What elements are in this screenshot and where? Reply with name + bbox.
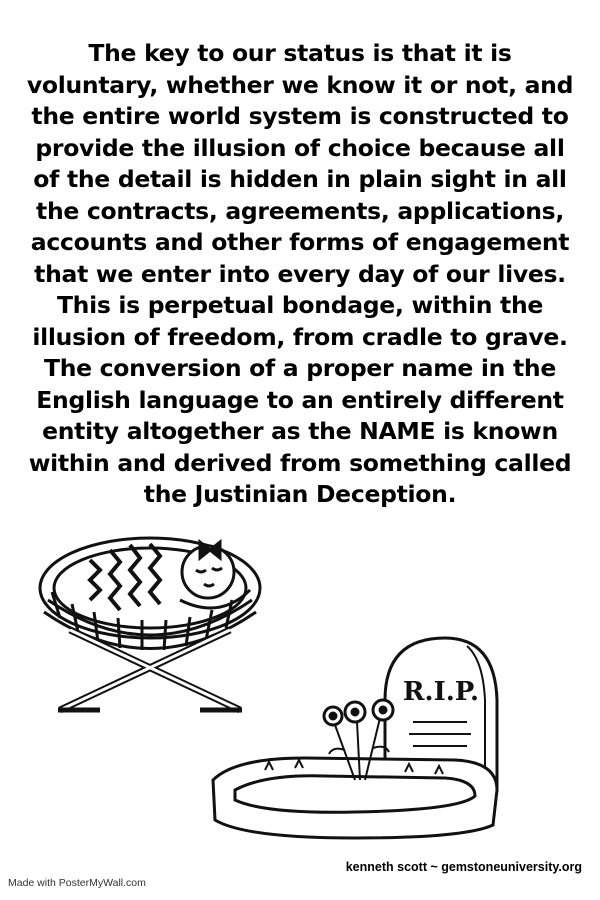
grave-illustration [205, 630, 500, 845]
quote-text: The key to our status is that it is voluntary, whether we know it or not, and the entire world system is constructed to provide the illusion of choice because all of the detail is hidden in plain sight in all the contracts, agreements, applications, accounts and other forms of engagement that we enter into every day of our lives. This is perpetual bondage, within the illusion of freedom, from cradle to grave. The conversion of a proper name in the English language to an entirely different entity altogether as the NAME is known within and derived from something called the Justinian Deception. [26, 39, 574, 508]
author-credit: kenneth scott ~ gemstoneuniversity.org [345, 860, 582, 874]
made-with-watermark: Made with PosterMyWall.com [8, 877, 146, 889]
tombstone-inscription: R.I.P. [402, 677, 480, 707]
